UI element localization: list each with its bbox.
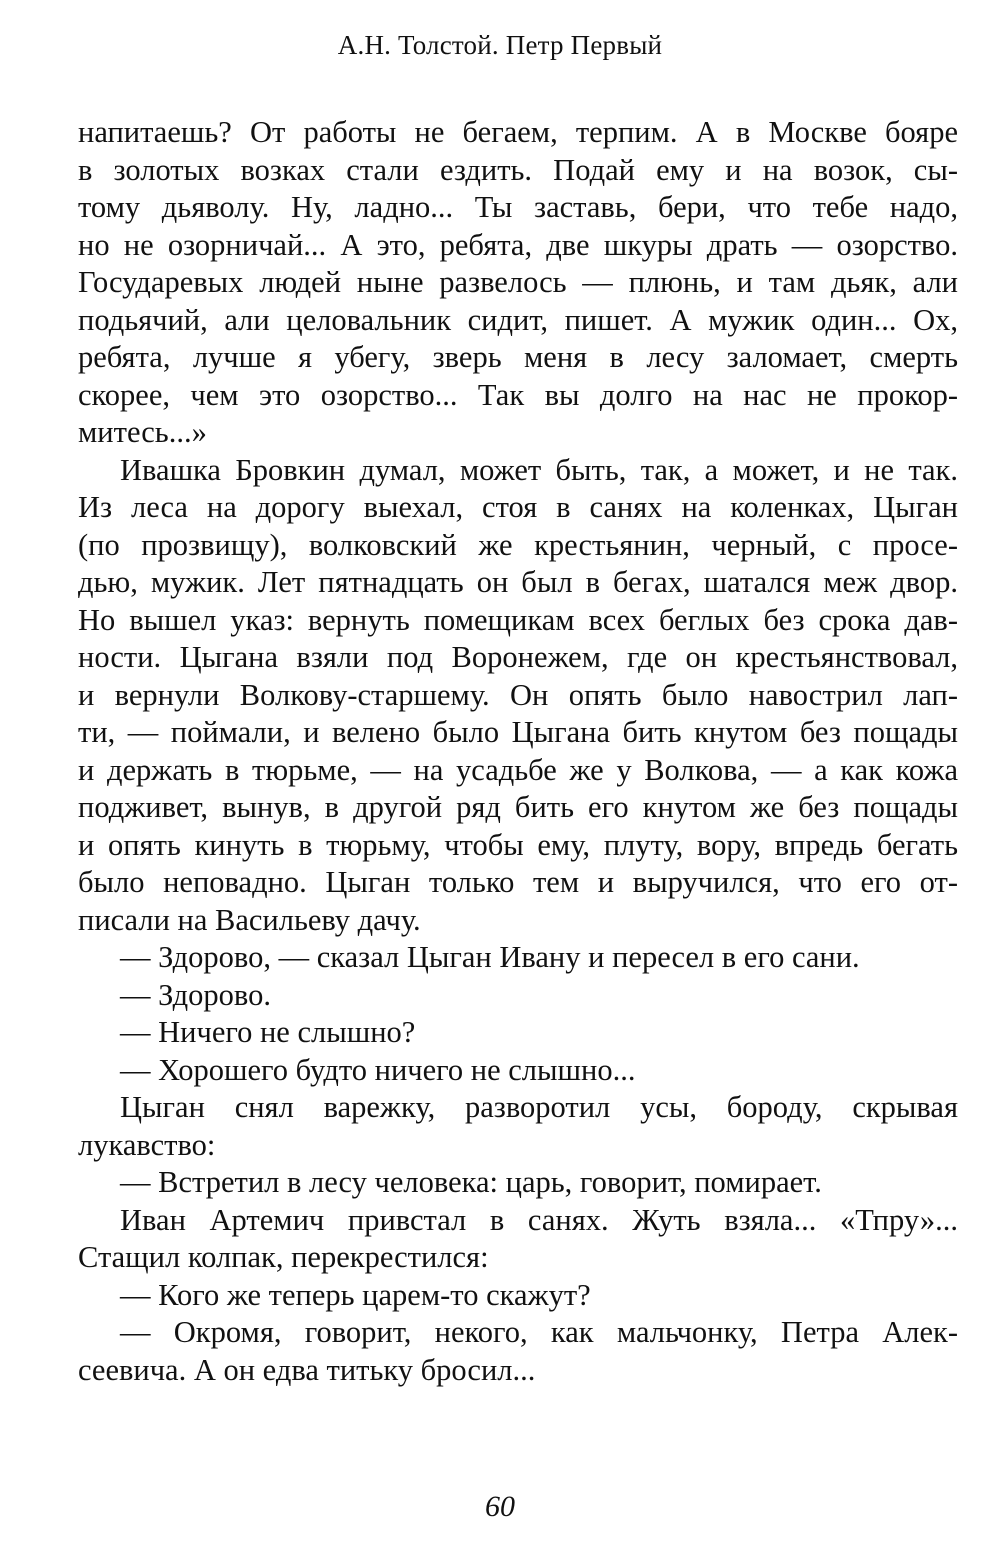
text-line: — Встретил в лесу человека: царь, говорит, помирает. xyxy=(120,1165,822,1199)
text-line: ности. Цыгана взяли под Воронежем, где он крестьянствовал, xyxy=(78,640,958,674)
text-line: и держать в тюрьме, — на усадьбе же у Волкова, — а как кожа xyxy=(78,752,958,787)
text-line: и вернули Волкову-старшему. Он опять было навострил лап- xyxy=(78,677,958,712)
text-line: но не озорничай... А это, ребята, две шкуры драть — озорство. xyxy=(78,227,958,262)
text-line: — Ничего не слышно? xyxy=(120,1015,416,1049)
text-line: сеевича. А он едва титьку бросил... xyxy=(78,1352,536,1387)
text-line: митесь...» xyxy=(78,415,207,449)
text-line: (по прозвищу), волковский же крестьянин, черный, с просе- xyxy=(78,527,958,562)
text-line: Из леса на дорогу выехал, стоя в санях на коленках, Цыган xyxy=(78,490,958,524)
text-line: — Окромя, говорит, некого, как мальчонку, Петра Алек- xyxy=(120,1315,958,1349)
text-line: тому дьяволу. Ну, ладно... Ты заставь, бери, что тебе надо, xyxy=(78,190,958,224)
text-line: Но вышел указ: вернуть помещикам всех беглых без срока дав- xyxy=(78,602,958,637)
text-line: — Здорово. xyxy=(120,977,271,1012)
text-line: в золотых возках стали ездить. Подай ему и на возок, сы- xyxy=(78,152,958,187)
text-line: лукавство: xyxy=(78,1127,216,1162)
text-line: Ивашка Бровкин думал, может быть, так, а может, и не так. xyxy=(120,452,958,487)
text-line: ребята, лучше я убегу, зверь меня в лесу заломает, смерть xyxy=(78,340,958,374)
text-line: Стащил колпак, перекрестился: xyxy=(78,1240,489,1274)
text-line: было неповадно. Цыган только тем и выручился, что его от- xyxy=(78,865,958,899)
text-line: Иван Артемич привстал в санях. Жуть взяла... «Тпру»... xyxy=(120,1202,958,1237)
text-line: писали на Васильеву дачу. xyxy=(78,902,421,937)
text-line: напитаешь? От работы не бегаем, терпим. А в Москве бояре xyxy=(78,115,958,149)
text-line: подживет, вынув, в другой ряд бить его кнутом же без пощады xyxy=(78,790,958,824)
text-line: — Здорово, — сказал Цыган Ивану и пересел в его сани. xyxy=(120,940,860,974)
body-text xyxy=(78,114,958,1389)
text-line: ти, — поймали, и велено было Цыгана бить кнутом без пощады xyxy=(78,715,958,749)
text-line: — Хорошего будто ничего не слышно... xyxy=(120,1052,636,1087)
running-header-title: А.Н. Толстой. Петр Первый xyxy=(337,30,663,60)
text-line: скорее, чем это озорство... Так вы долго на нас не прокор- xyxy=(78,377,958,412)
page-number: 60 xyxy=(485,1490,515,1523)
text-line: Цыган снял варежку, разворотил усы, бороду, скрывая xyxy=(120,1090,958,1124)
text-line: и опять кинуть в тюрьму, чтобы ему, плуту, вору, впредь бегать xyxy=(78,827,958,862)
text-line: дью, мужик. Лет пятнадцать он был в бегах, шатался меж двор. xyxy=(78,565,958,599)
text-line: подьячий, али целовальник сидит, пишет. А мужик один... Ох, xyxy=(78,302,958,337)
text-line: Государевых людей ныне развелось — плюнь, и там дьяк, али xyxy=(78,265,958,299)
text-line: — Кого же теперь царем-то скажут? xyxy=(120,1277,591,1312)
